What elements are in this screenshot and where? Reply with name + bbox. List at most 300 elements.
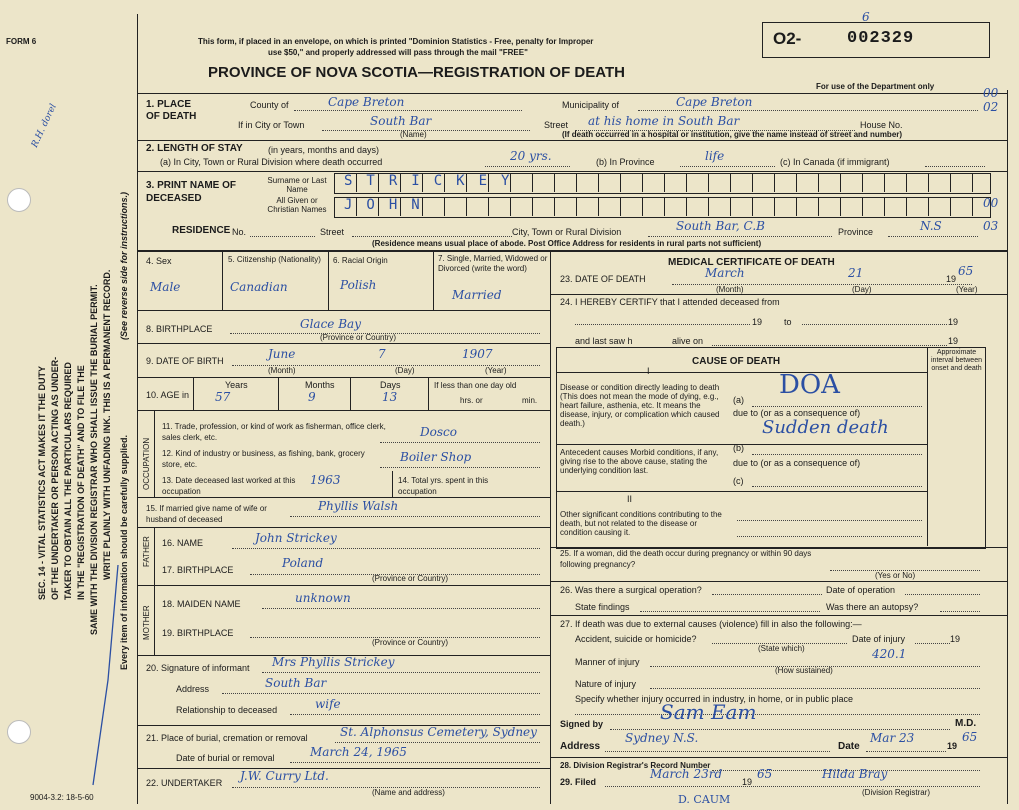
letter-box-divider: [554, 197, 555, 216]
name-hint: (Name): [400, 130, 427, 139]
address-value: South Bar: [265, 676, 327, 690]
rule: [352, 236, 512, 237]
last-worked-label: 13. Date deceased last worked at this occupation: [162, 476, 296, 496]
city-town-label: If in City or Town: [238, 120, 305, 130]
other-significant-label: Other significant conditions contributing to the death, but not related to the disease or condition causing it.: [560, 510, 722, 537]
letter-box-divider: [796, 197, 797, 216]
date-operation-label: Date of operation: [826, 585, 896, 595]
letter-box-divider: [906, 197, 907, 216]
rule: [605, 786, 980, 787]
letter-box-divider: [422, 173, 423, 192]
injury-code-value: 420.1: [872, 647, 907, 661]
rule: [380, 467, 540, 468]
letter-box-divider: [576, 173, 577, 192]
informant-label: 20. Signature of informant: [146, 663, 250, 673]
print-name-label: 3. PRINT NAME OF DECEASED: [146, 180, 237, 204]
divider: [137, 140, 1007, 141]
form-label: FORM 6: [6, 37, 37, 46]
rule: [680, 166, 775, 167]
province-country-hint: (Province or Country): [372, 638, 449, 647]
divider: [137, 310, 550, 311]
letter-box-divider: [774, 173, 775, 192]
letter-box-divider: [730, 197, 731, 216]
instruction-note: (See reverse side for instructions.): [119, 191, 129, 340]
filed-year-value: 65: [757, 767, 773, 781]
burial-date-label: Date of burial or removal: [176, 753, 275, 763]
manner-label: Manner of injury: [575, 657, 640, 667]
rule: [290, 762, 540, 763]
residence-street-label: Street: [320, 227, 345, 237]
nineteen-label: 19: [950, 634, 961, 644]
cause-a-value: DOA: [779, 370, 840, 400]
length-c-label: (c) In Canada (if immigrant): [780, 157, 890, 167]
letter-box-divider: [642, 173, 643, 192]
divider: [137, 497, 550, 498]
street-label: Street: [544, 120, 569, 130]
cell-divider: [392, 471, 393, 497]
months-label: Months: [305, 380, 335, 390]
alive-on-label: alive on: [672, 336, 704, 346]
year-hint: (Year): [956, 285, 978, 294]
year-hint: (Year): [485, 366, 507, 375]
province-country-hint: (Province or Country): [372, 574, 449, 583]
city-town-value: South Bar: [370, 114, 432, 128]
residence-city-value: South Bar, C.B: [676, 219, 765, 233]
medical-certificate-title: MEDICAL CERTIFICATE OF DEATH: [668, 257, 835, 268]
letter-box-divider: [840, 197, 841, 216]
filed-date-value: March 23rd: [650, 767, 723, 781]
frame-line: [137, 14, 138, 804]
death-year-prefix: 19: [946, 274, 957, 284]
divider: [557, 491, 927, 492]
how-sustained-hint: (How sustained): [775, 666, 833, 675]
signed-by-label: Signed by: [560, 719, 604, 729]
statute-line: WRITE PLAINLY WITH UNFADING INK. THIS IS A PERMANENT RECORD.: [102, 269, 112, 580]
age-days-value: 13: [382, 390, 398, 404]
letter-box-divider: [730, 173, 731, 192]
letter-box-divider: [620, 197, 621, 216]
address-label: Address: [176, 684, 210, 694]
instruction-note: Every item of information should be carefully supplied.: [119, 434, 129, 670]
external-causes-label: 27. If death was due to external causes (violence) fill in also the following:—: [560, 619, 862, 629]
signed-by-value: Sam Eam: [660, 700, 757, 724]
statute-line: SEC. 14 - VITAL STATISTICS ACT MAKES IT THE DUTY: [37, 365, 47, 600]
father-birthplace-value: Poland: [282, 556, 324, 570]
sidebar: [0, 0, 135, 810]
letter-box-divider: [488, 173, 489, 192]
cell-divider: [154, 585, 155, 655]
nature-label: Nature of injury: [575, 679, 637, 689]
interval-label: Approximate interval between onset and death: [931, 349, 982, 372]
house-no-label: House No.: [860, 120, 903, 130]
letter-box-divider: [928, 173, 929, 192]
rule: [915, 643, 950, 644]
age-years-value: 57: [215, 390, 231, 404]
municipality-label: Municipality of: [562, 100, 620, 110]
letter-box-divider: [620, 173, 621, 192]
certify-label: 24. I HEREBY CERTIFY that I attended deceased from: [560, 297, 780, 307]
letter-box-divider: [378, 173, 379, 192]
given-names-label: All Given or Christian Names: [267, 196, 327, 214]
dob-month-value: June: [268, 347, 296, 361]
letter-box-divider: [664, 197, 665, 216]
punch-hole: [7, 188, 31, 212]
envelope-note: This form, if placed in an envelope, on which is printed "Dominion Statistics - Free, penalty for Improper: [198, 37, 594, 46]
divider: [137, 377, 550, 378]
nineteen-label: 19: [742, 777, 753, 787]
registration-number-box: [762, 22, 990, 58]
divider: [137, 250, 1007, 252]
antecedent-label: Antecedent causes Morbid conditions, if any, giving rise to the above cause, stating the underlying condition last.: [560, 448, 719, 475]
filed-label: 29. Filed: [560, 777, 597, 787]
nineteen-label: 19: [947, 741, 958, 751]
sex-value: Male: [150, 280, 181, 294]
nineteen-label: 19: [948, 336, 959, 346]
md-label: M.D.: [955, 718, 977, 729]
occupation-label: OCCUPATION: [142, 437, 151, 490]
cell-divider: [154, 410, 155, 497]
statute-line: IN THE "REGISTRATION OF DEATH" AND TO FILE THE: [76, 365, 86, 600]
rule: [638, 110, 978, 111]
maiden-name-label: 18. MAIDEN NAME: [162, 599, 241, 609]
rule: [905, 594, 980, 595]
years-label: Years: [225, 380, 248, 390]
statute-line: SAME WITH THE DIVISION REGISTRAR WHO SHALL ISSUE THE BURIAL PERMIT.: [89, 284, 99, 635]
cause-b-label: (b): [733, 443, 744, 453]
trade-label: 11. Trade, profession, or kind of work as fisherman, office clerk, sales clerk, etc.: [162, 422, 386, 442]
rule: [712, 594, 822, 595]
street-value: at his home in South Bar: [588, 114, 740, 128]
last-saw-label: and last saw h: [575, 336, 633, 346]
residence-note: (Residence means usual place of abode. Post Office Address for residents in rural parts not sufficient): [372, 239, 762, 248]
mother-birthplace-label: 19. BIRTHPLACE: [162, 628, 234, 638]
rule: [605, 751, 830, 752]
nineteen-label: 19: [948, 317, 959, 327]
roman-two: II: [627, 494, 633, 504]
residence-no-label: No.: [232, 227, 247, 237]
municipality-value: Cape Breton: [676, 95, 753, 109]
maiden-name-value: unknown: [295, 591, 351, 605]
divider: [137, 527, 550, 528]
divider: [550, 581, 1007, 582]
signed-date-value: Mar 23: [870, 731, 915, 745]
findings-label: State findings: [575, 602, 630, 612]
roman-one: I: [647, 366, 650, 376]
number-correction: 6: [862, 10, 870, 24]
cause-c-label: (c): [733, 476, 744, 486]
dob-label: 9. DATE OF BIRTH: [146, 356, 224, 366]
letter-box-divider: [862, 173, 863, 192]
rule: [485, 166, 570, 167]
residence-label: RESIDENCE: [172, 225, 231, 236]
letter-box-divider: [532, 197, 533, 216]
rule: [802, 324, 947, 325]
death-year-value: 65: [958, 264, 974, 278]
relationship-label: Relationship to deceased: [176, 705, 278, 715]
rule: [575, 714, 980, 715]
undertaker-label: 22. UNDERTAKER: [146, 778, 223, 788]
woman-label: 25. If a woman, did the death occur during pregnancy or within 90 days following pregnancy?: [560, 549, 812, 569]
marital-label: 7. Single, Married, Widowed or Divorced (write the word): [438, 254, 548, 273]
letter-box-divider: [686, 197, 687, 216]
citizenship-value: Canadian: [230, 280, 288, 294]
signed-address-value: Sydney N.S.: [625, 731, 699, 745]
rule: [737, 520, 922, 521]
letter-box-divider: [686, 173, 687, 192]
letter-box-divider: [444, 197, 445, 216]
rule: [940, 611, 980, 612]
yes-no-hint: (Yes or No): [875, 571, 916, 580]
letter-box-divider: [906, 173, 907, 192]
to-label: to: [784, 317, 792, 327]
dob-year-value: 1907: [462, 347, 493, 361]
length-sub-label: (in years, months and days): [268, 145, 380, 155]
letter-box-divider: [928, 197, 929, 216]
rule: [250, 236, 315, 237]
rule: [290, 516, 540, 517]
number-prefix: O2-: [773, 29, 802, 48]
rule: [380, 442, 540, 443]
wife-label: 15. If married give name of wife or husband of deceased: [146, 504, 267, 524]
length-of-stay-label: 2. LENGTH OF STAY: [146, 143, 243, 154]
divider: [550, 294, 1007, 295]
residence-province-value: N.S: [920, 219, 942, 233]
industry-value: Boiler Shop: [400, 450, 472, 464]
disease-label: Disease or condition directly leading to death (This does not mean the mode of dying, e.g., heart failure, asthenia, etc. It means the disease, injury, or complication which caused death.): [560, 383, 720, 428]
marital-value: Married: [452, 288, 502, 302]
divider: [557, 372, 927, 373]
rule: [232, 548, 540, 549]
rule: [925, 166, 985, 167]
due-to-label: due to (or as a consequence of): [733, 458, 861, 468]
letter-box-divider: [972, 173, 973, 192]
relationship-value: wife: [315, 697, 341, 711]
birthplace-value: Glace Bay: [300, 317, 361, 331]
cause-a-label: (a): [733, 395, 744, 405]
father-name-label: 16. NAME: [162, 538, 204, 548]
cell-divider: [278, 377, 279, 410]
racial-value: Polish: [340, 278, 377, 292]
letter-box-divider: [862, 197, 863, 216]
day-hint: (Day): [852, 285, 872, 294]
letter-box-divider: [466, 173, 467, 192]
place-of-death-label: 1. PLACE OF DEATH: [146, 99, 197, 122]
letter-box-divider: [422, 197, 423, 216]
rule: [752, 454, 922, 455]
divider: [137, 171, 1007, 172]
state-which-hint: (State which): [758, 644, 805, 653]
registrar-value: Hilda Bray: [822, 767, 888, 781]
letter-box-divider: [774, 197, 775, 216]
letter-box-divider: [598, 173, 599, 192]
month-hint: (Month): [716, 285, 744, 294]
divider: [137, 343, 550, 344]
due-to-label: due to (or as a consequence of): [733, 408, 861, 418]
rule: [752, 406, 922, 407]
letter-box-divider: [796, 173, 797, 192]
statute-line: TAKER TO OBTAIN ALL THE PARTICULARS REQUIRED: [63, 362, 73, 600]
burial-date-value: March 24, 1965: [310, 745, 407, 759]
letter-box-divider: [950, 197, 951, 216]
rule: [640, 611, 820, 612]
signed-address-label: Address: [560, 741, 601, 752]
length-a-label: (a) In City, Town or Rural Division where death occurred: [160, 157, 383, 167]
cell-divider: [428, 377, 429, 410]
month-hint: (Month): [268, 366, 296, 375]
letter-box-divider: [708, 173, 709, 192]
nineteen-label: 19: [752, 317, 763, 327]
father-name-value: John Strickey: [255, 531, 337, 545]
letter-box-divider: [444, 173, 445, 192]
cell-divider: [350, 377, 351, 410]
divider: [137, 768, 550, 769]
cell-divider: [433, 250, 434, 310]
dept-code: 02: [983, 100, 999, 114]
last-worked-value: 1963: [310, 473, 341, 487]
letter-box-divider: [840, 173, 841, 192]
rule: [610, 729, 950, 730]
registration-number: 002329: [847, 29, 915, 48]
cell-divider: [328, 250, 329, 310]
letter-box-divider: [818, 197, 819, 216]
rule: [294, 110, 522, 111]
rule: [888, 236, 978, 237]
day-hint: (Day): [395, 366, 415, 375]
industry-label: 12. Kind of industry or business, as fishing, bank, grocery store, etc.: [162, 449, 365, 469]
less-day-label: If less than one day old: [434, 381, 517, 390]
racial-label: 6. Racial Origin: [333, 256, 388, 265]
division-registrar-hint: (Division Registrar): [862, 788, 931, 797]
surgical-label: 26. Was there a surgical operation?: [560, 585, 702, 595]
letter-box-divider: [532, 173, 533, 192]
page-title: PROVINCE OF NOVA SCOTIA—REGISTRATION OF DEATH: [208, 64, 625, 81]
specify-label: Specify whether injury occurred in industry, in home, or in public place: [575, 694, 853, 704]
province-country-hint: (Province or Country): [320, 333, 397, 342]
autopsy-label: Was there an autopsy?: [826, 602, 919, 612]
death-month-value: March: [705, 266, 745, 280]
punch-hole: [7, 720, 31, 744]
county-label: County of: [250, 100, 289, 110]
rule: [222, 693, 540, 694]
cell-divider: [222, 250, 223, 310]
letter-box-divider: [708, 197, 709, 216]
mother-label: MOTHER: [142, 605, 151, 640]
rule: [575, 324, 750, 325]
rule: [650, 688, 980, 689]
total-years-label: 14. Total yrs. spent in this occupation: [398, 476, 489, 496]
undertaker-value: J.W. Curry Ltd.: [240, 769, 329, 783]
county-value: Cape Breton: [328, 95, 405, 109]
dept-code: 03: [983, 219, 999, 233]
signed-year-value: 65: [962, 730, 978, 744]
age-label: 10. AGE in: [146, 390, 190, 400]
wife-value: Phyllis Walsh: [318, 499, 399, 513]
letter-box-divider: [510, 197, 511, 216]
residence-province-label: Province: [838, 227, 874, 237]
envelope-note: use $50," and properly addressed will pass through the mail "FREE": [268, 48, 528, 57]
date-injury-label: Date of injury: [852, 634, 906, 644]
burial-place-value: St. Alphonsus Cemetery, Sydney: [340, 725, 537, 739]
frame-line: [1007, 90, 1008, 804]
rule: [648, 236, 832, 237]
cell-divider: [154, 527, 155, 585]
length-city-value: 20 yrs.: [510, 149, 552, 163]
signed-date-label: Date: [838, 741, 860, 752]
dept-code: 00: [983, 196, 999, 210]
letter-box-divider: [884, 173, 885, 192]
given-name-value: JOHN: [344, 197, 434, 213]
surname-value: STRICKEY: [344, 173, 524, 189]
hrs-label: hrs. or: [460, 396, 483, 405]
date-of-death-label: 23. DATE OF DEATH: [560, 274, 646, 284]
rule: [290, 714, 540, 715]
cause-of-death-box: [556, 347, 986, 549]
length-province-value: life: [705, 149, 725, 163]
letter-box-divider: [488, 197, 489, 216]
birthplace-label: 8. BIRTHPLACE: [146, 324, 213, 334]
dept-use-label: For use of the Department only: [816, 82, 935, 91]
informant-value: Mrs Phyllis Strickey: [272, 655, 395, 669]
divider: [137, 93, 1007, 94]
bottom-signature: D. CAUM: [678, 793, 731, 806]
letter-box-divider: [554, 173, 555, 192]
name-address-hint: (Name and address): [372, 788, 445, 797]
letter-box-divider: [818, 173, 819, 192]
check-mark-icon: [88, 560, 128, 790]
letter-box-divider: [466, 197, 467, 216]
divider: [137, 410, 550, 411]
division-registrar-label: 28. Division Registrar's Record Number: [560, 761, 711, 770]
letter-box-divider: [356, 197, 357, 216]
citizenship-label: 5. Citizenship (Nationality): [228, 255, 321, 264]
margin-note: R.H. dorel: [30, 102, 59, 150]
rule: [712, 345, 947, 346]
dept-code: 00: [983, 86, 999, 100]
letter-box-divider: [510, 173, 511, 192]
rule: [737, 536, 922, 537]
divider: [550, 615, 1007, 616]
letter-box-divider: [378, 197, 379, 216]
rule: [866, 751, 946, 752]
letter-box-divider: [598, 197, 599, 216]
letter-box-divider: [356, 173, 357, 192]
sex-label: 4. Sex: [146, 256, 172, 266]
accident-label: Accident, suicide or homicide?: [575, 634, 697, 644]
letter-box-divider: [950, 173, 951, 192]
letter-box-divider: [642, 197, 643, 216]
letter-box-divider: [576, 197, 577, 216]
column-divider: [550, 250, 551, 804]
cause-b-value: Sudden death: [762, 417, 889, 438]
divider: [137, 585, 550, 586]
letter-box-divider: [752, 173, 753, 192]
rule: [335, 742, 540, 743]
dob-day-value: 7: [378, 347, 386, 361]
length-b-label: (b) In Province: [596, 157, 655, 167]
min-label: min.: [522, 396, 538, 405]
days-label: Days: [380, 380, 401, 390]
residence-city-label: City, Town or Rural Division: [512, 227, 622, 237]
letter-box-divider: [400, 197, 401, 216]
letter-box-divider: [752, 197, 753, 216]
statute-line: OF THE UNDERTAKER OR PERSON ACTING AS UNDER-: [50, 356, 60, 600]
trade-value: Dosco: [420, 425, 457, 439]
letter-box-divider: [664, 173, 665, 192]
cell-divider: [193, 377, 194, 410]
father-label: FATHER: [142, 536, 151, 567]
rule: [262, 608, 540, 609]
death-day-value: 21: [848, 266, 864, 280]
